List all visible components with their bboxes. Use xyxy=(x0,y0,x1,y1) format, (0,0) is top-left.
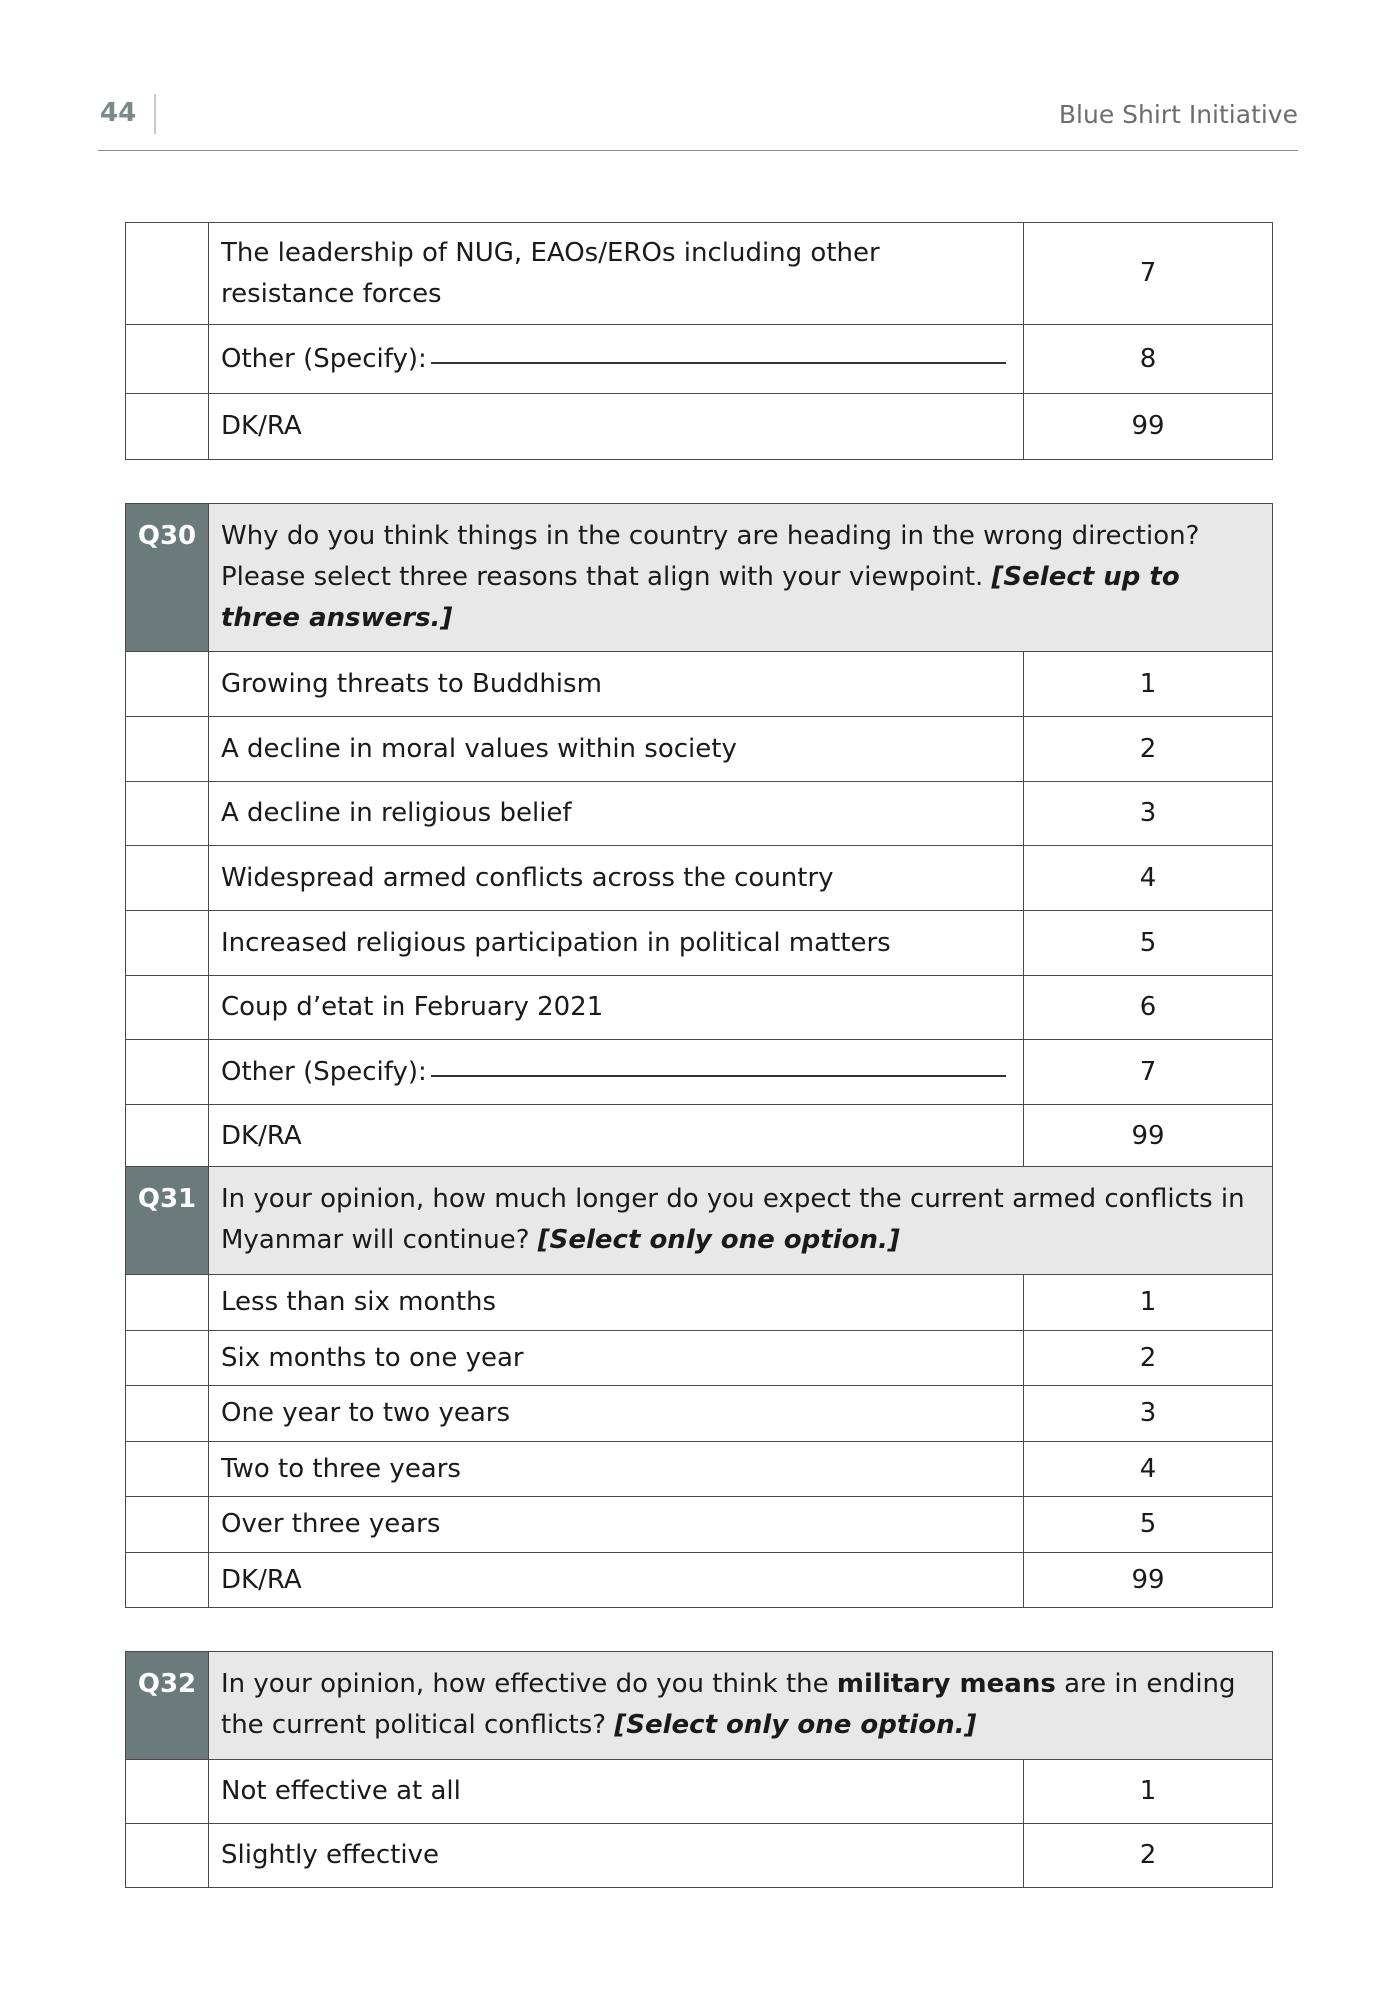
question-text-start: In your opinion, how effective do you think the xyxy=(221,1669,829,1699)
option-label: DK/RA xyxy=(221,1564,302,1595)
option-code: 4 xyxy=(1024,846,1273,911)
response-checkbox-cell[interactable] xyxy=(126,717,209,782)
response-checkbox-cell[interactable] xyxy=(126,652,209,717)
question-text-end: are in ending the current political conflicts? xyxy=(221,1669,1236,1740)
q31-table xyxy=(125,1166,1273,1608)
question-number: Q30 xyxy=(126,504,209,652)
option-label-cell xyxy=(209,1040,1024,1105)
option-label: Less than six months xyxy=(221,1287,497,1317)
response-checkbox-cell[interactable] xyxy=(126,1497,209,1553)
specify-blank-line[interactable] xyxy=(431,1075,1006,1077)
option-label-cell xyxy=(209,911,1024,976)
option-label: Over three years xyxy=(221,1509,441,1539)
option-label-cell xyxy=(209,782,1024,846)
page-number: 44 xyxy=(100,98,137,128)
option-label-cell xyxy=(209,717,1024,782)
option-row xyxy=(126,1275,1273,1331)
option-label: Increased religious participation in political matters xyxy=(221,927,891,958)
option-label: Two to three years xyxy=(221,1453,461,1484)
question-text-cell xyxy=(209,1167,1273,1275)
option-label: Coup d’etat in February 2021 xyxy=(221,992,604,1022)
header-divider xyxy=(154,94,156,134)
response-checkbox-cell[interactable] xyxy=(126,1824,209,1888)
question-text-cell xyxy=(209,1652,1273,1760)
option-code: 2 xyxy=(1024,717,1273,782)
response-checkbox-cell[interactable] xyxy=(126,1331,209,1386)
option-label: Other (Specify): xyxy=(221,343,427,374)
option-label-cell xyxy=(209,1824,1024,1888)
q30-table xyxy=(125,503,1273,1169)
option-row xyxy=(126,1331,1273,1386)
option-row xyxy=(126,782,1273,846)
option-label-cell xyxy=(209,325,1024,394)
option-label-cell xyxy=(209,846,1024,911)
q30-options xyxy=(126,652,1273,1169)
response-checkbox-cell[interactable] xyxy=(126,1040,209,1105)
option-label: Widespread armed conflicts across the country xyxy=(221,862,834,893)
option-code: 2 xyxy=(1024,1331,1273,1386)
option-row xyxy=(126,1442,1273,1497)
option-code: 7 xyxy=(1024,1040,1273,1105)
option-label: Growing threats to Buddhism xyxy=(221,668,602,699)
option-code: 99 xyxy=(1024,394,1273,460)
option-label-cell xyxy=(209,1760,1024,1824)
option-label-cell xyxy=(209,1497,1024,1553)
q31-options xyxy=(126,1275,1273,1608)
option-code: 6 xyxy=(1024,976,1273,1040)
option-code: 1 xyxy=(1024,1275,1273,1331)
question-instruction: [Select up to three answers.] xyxy=(221,562,1180,633)
response-checkbox-cell[interactable] xyxy=(126,1275,209,1331)
question-text: In your opinion, how much longer do you expect the current armed conflicts in Myanmar will continue? xyxy=(221,1184,1245,1255)
q32-options xyxy=(126,1760,1273,1888)
question-header-row xyxy=(126,1652,1273,1760)
option-row xyxy=(126,652,1273,717)
option-row xyxy=(126,1760,1273,1824)
response-checkbox-cell[interactable] xyxy=(126,325,209,394)
question-text: Why do you think things in the country are heading in the wrong direction? Please select three reasons that align with your viewpoint. xyxy=(221,521,1200,592)
option-label: Six months to one year xyxy=(221,1342,524,1373)
q29-continuation-table xyxy=(125,222,1273,460)
option-row xyxy=(126,1105,1273,1169)
option-code: 8 xyxy=(1024,325,1273,394)
option-code: 2 xyxy=(1024,1824,1273,1888)
option-code: 3 xyxy=(1024,1386,1273,1442)
question-text-emphasis: military means xyxy=(836,1669,1056,1699)
option-row xyxy=(126,717,1273,782)
option-label: Other (Specify): xyxy=(221,1056,427,1087)
option-code: 4 xyxy=(1024,1442,1273,1497)
option-code: 1 xyxy=(1024,1760,1273,1824)
option-code: 1 xyxy=(1024,652,1273,717)
response-checkbox-cell[interactable] xyxy=(126,1442,209,1497)
option-code: 3 xyxy=(1024,782,1273,846)
question-header-row xyxy=(126,1167,1273,1275)
question-text-cell xyxy=(209,504,1273,652)
option-label-cell xyxy=(209,1553,1024,1608)
option-row xyxy=(126,1040,1273,1105)
option-row xyxy=(126,325,1273,394)
option-row xyxy=(126,394,1273,460)
option-row xyxy=(126,911,1273,976)
option-label: A decline in religious belief xyxy=(221,798,572,828)
organization-name: Blue Shirt Initiative xyxy=(1058,100,1298,129)
q29-options xyxy=(126,223,1273,460)
option-label-cell xyxy=(209,1275,1024,1331)
response-checkbox-cell[interactable] xyxy=(126,782,209,846)
option-label: One year to two years xyxy=(221,1398,511,1428)
option-row xyxy=(126,1824,1273,1888)
page-header xyxy=(98,90,1298,151)
option-label: Slightly effective xyxy=(221,1840,440,1870)
question-instruction: [Select only one option.] xyxy=(537,1225,900,1255)
option-row xyxy=(126,1497,1273,1553)
option-label-cell xyxy=(209,1331,1024,1386)
option-label: A decline in moral values within society xyxy=(221,733,737,764)
option-code: 5 xyxy=(1024,911,1273,976)
response-checkbox-cell[interactable] xyxy=(126,976,209,1040)
option-label-cell xyxy=(209,1105,1024,1169)
response-checkbox-cell[interactable] xyxy=(126,394,209,460)
option-label-cell xyxy=(209,976,1024,1040)
response-checkbox-cell[interactable] xyxy=(126,223,209,325)
option-label-cell xyxy=(209,1442,1024,1497)
response-checkbox-cell[interactable] xyxy=(126,911,209,976)
option-code: 7 xyxy=(1024,223,1273,325)
option-label: The leadership of NUG, EAOs/EROs including other resistance forces xyxy=(221,237,880,309)
option-row xyxy=(126,223,1273,325)
question-number: Q31 xyxy=(126,1167,209,1275)
option-row xyxy=(126,976,1273,1040)
response-checkbox-cell[interactable] xyxy=(126,846,209,911)
response-checkbox-cell[interactable] xyxy=(126,1553,209,1608)
option-label-cell xyxy=(209,652,1024,717)
option-label: Not effective at all xyxy=(221,1776,461,1806)
option-label-cell xyxy=(209,394,1024,460)
option-row xyxy=(126,1386,1273,1442)
option-label-cell xyxy=(209,1386,1024,1442)
specify-blank-line[interactable] xyxy=(431,362,1006,364)
question-number: Q32 xyxy=(126,1652,209,1760)
option-label: DK/RA xyxy=(221,411,302,441)
option-row xyxy=(126,846,1273,911)
option-code: 99 xyxy=(1024,1105,1273,1169)
option-row xyxy=(126,1553,1273,1608)
option-code: 5 xyxy=(1024,1497,1273,1553)
question-header-row xyxy=(126,504,1273,652)
response-checkbox-cell[interactable] xyxy=(126,1105,209,1169)
response-checkbox-cell[interactable] xyxy=(126,1760,209,1824)
question-instruction: [Select only one option.] xyxy=(614,1710,977,1740)
q32-table xyxy=(125,1651,1273,1888)
option-label: DK/RA xyxy=(221,1121,302,1151)
option-code: 99 xyxy=(1024,1553,1273,1608)
response-checkbox-cell[interactable] xyxy=(126,1386,209,1442)
option-label-cell xyxy=(209,223,1024,325)
